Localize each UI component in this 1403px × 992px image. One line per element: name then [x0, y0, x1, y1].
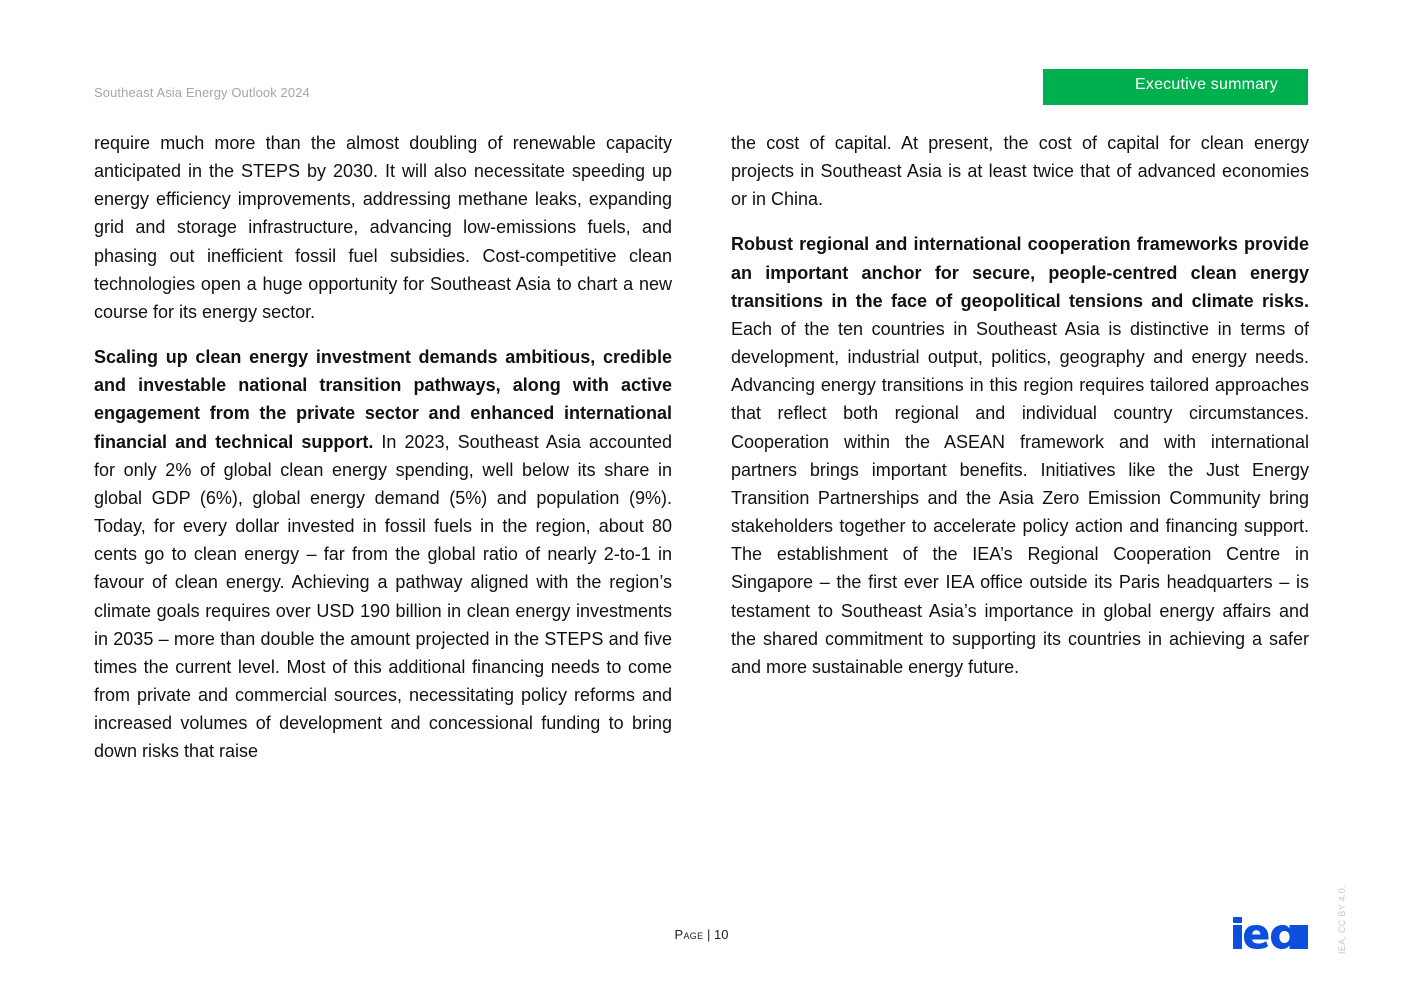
left-paragraph-2-lead: Scaling up clean energy investment demands ambitious, credible and investable national transition pathways, along with active engagement from the private sector and enhanced international financial and technical support. [94, 347, 672, 452]
page-separator: | [703, 927, 715, 942]
left-text-column [94, 129, 672, 782]
left-paragraph-2 [94, 343, 672, 765]
right-paragraph-1 [731, 129, 1309, 213]
iea-logo-icon [1231, 912, 1309, 950]
running-header-title: Southeast Asia Energy Outlook 2024 [94, 85, 310, 100]
right-paragraph-1-text: the cost of capital. At present, the cost of capital for clean energy projects in Southeast Asia is at least twice that of advanced economies or in China. [731, 133, 1309, 210]
section-tab-executive-summary: Executive summary [1043, 69, 1308, 105]
left-paragraph-1-text: require much more than the almost doubling of renewable capacity anticipated in the STEPS by 2030. It will also necessitate speeding up energy efficiency improvements, addressing methane leaks, expanding grid and storage infrastructure, advancing low-emissions fuels, and phasing out inefficient fossil fuel subsidies. Cost-competitive clean technologies open a huge opportunity for Southeast Asia to chart a new course for its energy sector. [94, 133, 672, 322]
right-paragraph-2-text: Each of the ten countries in Southeast Asia is distinctive in terms of development, industrial output, politics, geography and energy needs. Advancing energy transitions in this region requires tailored approaches that reflect both regional and individual country circumstances. Cooperation within the ASEAN framework and with international partners brings important benefits. Initiatives like the Just Energy Transition Partnerships and the Asia Zero Emission Community bring stakeholders together to accelerate policy action and financing support. The establishment of the IEA’s Regional Cooperation Centre in Singapore – the first ever IEA office outside its Paris headquarters – is testament to Southeast Asia’s importance in global energy affairs and the shared commitment to supporting its countries in achieving a safer and more sustainable energy future. [731, 318, 1309, 677]
license-note: IEA. CC BY 4.0. [1337, 885, 1347, 954]
iea-logo [1231, 912, 1309, 955]
right-text-column [731, 129, 1309, 698]
right-paragraph-2-lead: Robust regional and international cooperation frameworks provide an important anchor for secure, people-centred clean energy transitions in the face of geopolitical tensions and climate risks. [731, 234, 1309, 311]
left-paragraph-1 [94, 129, 672, 326]
page-number-value: 10 [714, 927, 729, 942]
page-label: Page [674, 927, 704, 942]
left-paragraph-2-text: In 2023, Southeast Asia accounted for only 2% of global clean energy spending, well below its share in global GDP (6%), global energy demand (5%) and population (9%). Today, for every dollar invested in fossil fuels in the region, about 80 cents go to clean energy – far from the global ratio of nearly 2-to-1 in favour of clean energy. Achieving a pathway aligned with the region’s climate goals requires over USD 190 billion in clean energy investments in 2035 – more than double the amount projected in the STEPS and five times the current level. Most of this additional financing needs to come from private and commercial sources, necessitating policy reforms and increased volumes of development and concessional funding to bring down risks that raise [94, 431, 672, 762]
right-paragraph-2 [731, 230, 1309, 681]
page-number [0, 927, 1403, 942]
